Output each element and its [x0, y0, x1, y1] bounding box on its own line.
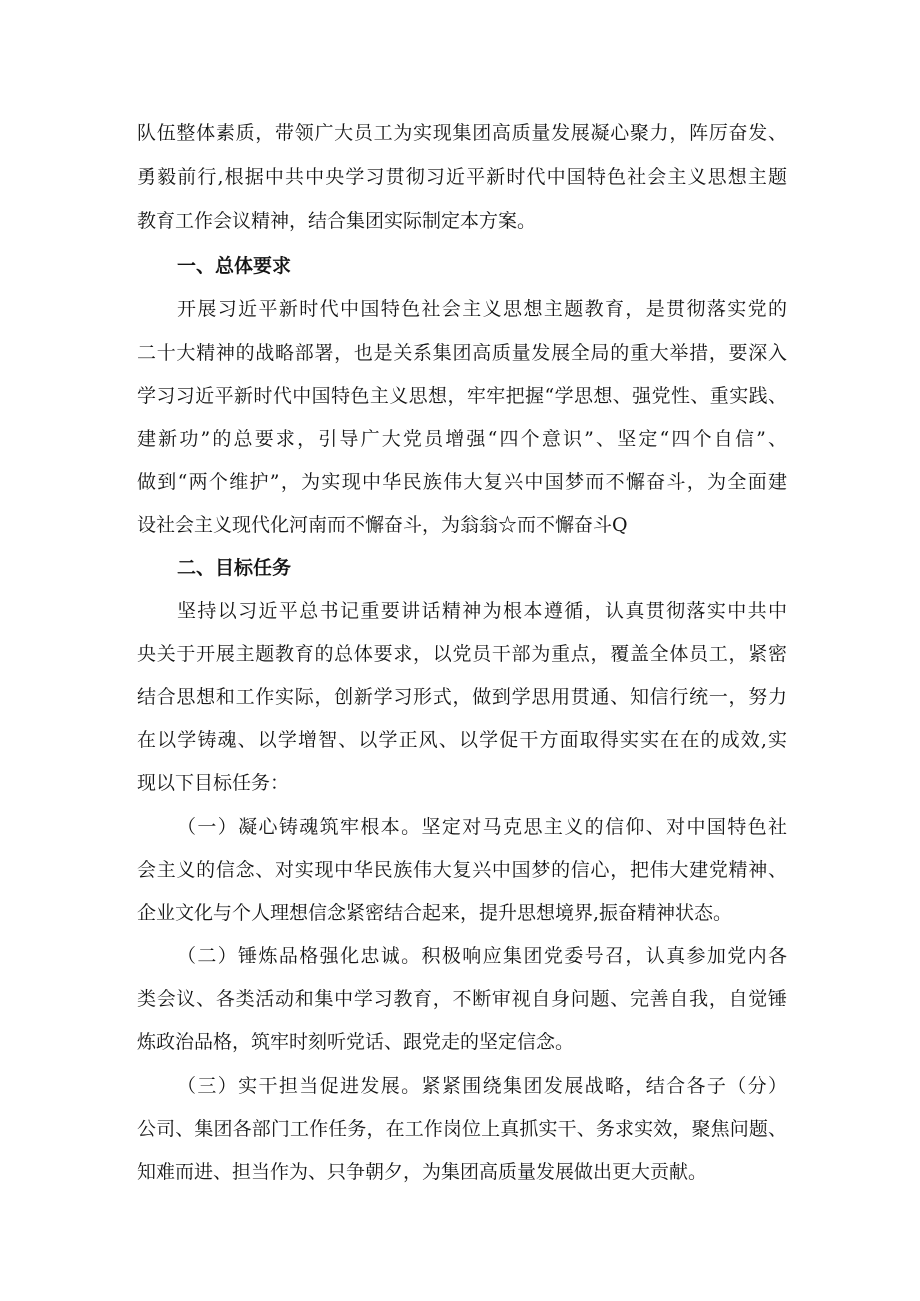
task-item-1-line: （一）凝心铸魂筑牢根本。坚定对马克思主义的信仰、对中国特色社: [177, 816, 789, 838]
intro-paragraph-line: 教育工作会议精神，结合集团实际制定本方案。: [137, 210, 537, 232]
section-2-paragraph-line: 在以学铸魂、以学增智、以学正风、以学促干方面取得实实在在的成效,实: [137, 729, 789, 751]
task-item-1-line: 企业文化与个人理想信念紧密结合起来，提升思想境界,振奋精神状态。: [137, 902, 733, 924]
task-item-1-line: 会主义的信念、对实现中华民族伟大复兴中国梦的信心，把伟大建党精神、: [137, 859, 788, 881]
section-2-paragraph-line: 结合思想和工作实际，创新学习形式，做到学思用贯通、知信行统一，努力: [137, 686, 788, 708]
section-2-paragraph-line: 央关于开展主题教育的总体要求，以党员干部为重点，覆盖全体员工，紧密: [137, 643, 788, 665]
section-1-paragraph-line: 做到“两个维护”，为实现中华民族伟大复兴中国梦而不懈奋斗，为全面建: [137, 471, 789, 493]
intro-paragraph-line: 勇毅前行,根据中共中央学习贯彻习近平新时代中国特色社会主义思想主题: [137, 166, 789, 188]
section-1-paragraph-line: 二十大精神的战略部署，也是关系集团高质量发展全局的重大举措，要深入: [137, 342, 788, 364]
section-2-paragraph-line: 现以下目标任务：: [137, 772, 290, 794]
task-item-2-line: 炼政治品格，筑牢时刻听党话、跟党走的坚定信念。: [137, 1031, 575, 1053]
task-item-2-line: （二）锤炼品格强化忠诚。积极响应集团党委号召，认真参加党内各: [177, 945, 789, 967]
intro-paragraph-line: 队伍整体素质，带领广大员工为实现集团高质量发展凝心聚力，阵厉奋发、: [137, 122, 788, 144]
section-heading-overall-requirements: 一、总体要求: [177, 255, 292, 277]
section-1-paragraph-line: 开展习近平新时代中国特色社会主义思想主题教育，是贯彻落实党的: [177, 298, 789, 320]
task-item-3-line: （三）实干担当促进发展。紧紧围绕集团发展战略，结合各子（分）: [177, 1075, 789, 1097]
section-1-paragraph-line: 学习习近平新时代中国特色主义思想，牢牢把握“学思想、强党性、重实践、: [137, 385, 788, 407]
section-1-paragraph-line: 设社会主义现代化河南而不懈奋斗，为翁翁☆而不懈奋斗Q: [137, 514, 628, 536]
task-item-3-line: 知难而进、担当作为、只争朝夕，为集团高质量发展做出更大贡献。: [137, 1161, 708, 1183]
task-item-2-line: 类会议、各类活动和集中学习教育，不断审视自身问题、完善自我，自觉锤: [137, 988, 788, 1010]
section-heading-goals-tasks: 二、目标任务: [177, 557, 292, 579]
section-1-paragraph-line: 建新功”的总要求，引导广大党员增强“四个意识”、坚定“四个自信”、: [137, 428, 790, 450]
section-2-paragraph-line: 坚持以习近平总书记重要讲话精神为根本遵循，认真贯彻落实中共中: [177, 600, 789, 622]
task-item-3-line: 公司、集团各部门工作任务，在工作岗位上真抓实干、务求实效，聚焦问题、: [137, 1118, 788, 1140]
